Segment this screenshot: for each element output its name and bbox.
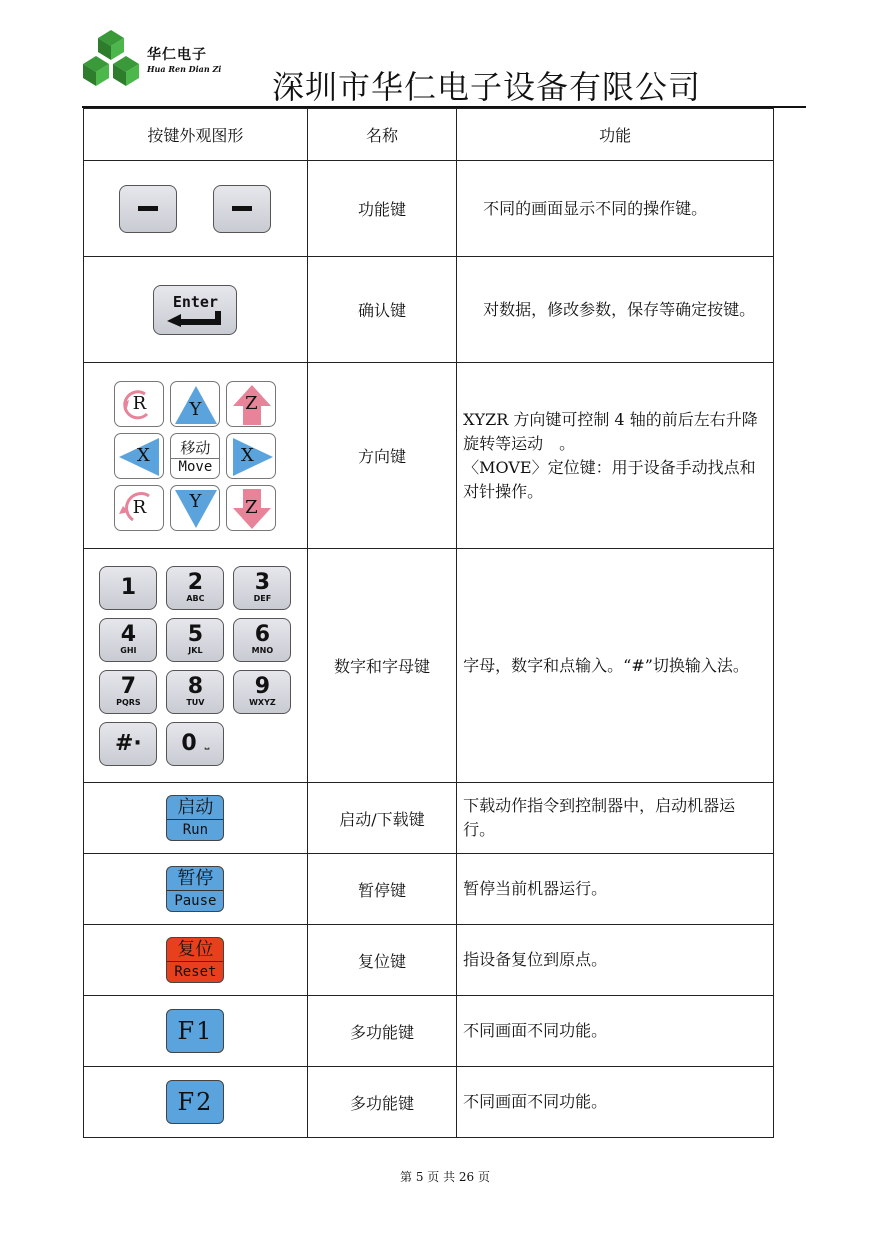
key-letters: WXYZ (249, 698, 276, 707)
num-key-4[interactable] (99, 618, 157, 662)
num-key-3[interactable] (233, 566, 291, 610)
key-digit: 2 (187, 570, 204, 595)
key-bottom-label: Pause (174, 892, 217, 909)
row-function (457, 363, 774, 549)
logo-english-text: Hua Ren Dian Zi (147, 64, 222, 74)
key-label: Y (189, 491, 202, 512)
logo-chinese-text: 华仁电子 (147, 47, 207, 63)
rotate-key-ccw[interactable] (114, 381, 164, 427)
table-row (84, 257, 774, 363)
num-key-7[interactable] (99, 670, 157, 714)
key-label: R (132, 497, 147, 518)
dash-icon (138, 206, 158, 211)
key-digit: 0 (181, 730, 197, 756)
key-letters: DEF (253, 594, 272, 603)
key-top-label: 暂停 (167, 868, 223, 891)
row-function: 不同画面不同功能。 (457, 1067, 774, 1138)
move-key[interactable] (170, 433, 220, 479)
key-label: Z (245, 393, 258, 414)
row-name: 数字和字母键 (307, 549, 456, 783)
row-function-line1: XYZR 方向键可控制 4 轴的前后左右升降旋转等运动 。 (463, 409, 758, 453)
function-key-left[interactable] (119, 185, 177, 233)
key-letters: MNO (251, 646, 274, 655)
num-key-2[interactable] (166, 566, 224, 610)
num-key-1[interactable] (99, 566, 157, 610)
row-function: 指设备复位到原点。 (457, 925, 774, 996)
key-label: R (132, 393, 147, 414)
key-label: Y (189, 399, 202, 420)
table-row (84, 1067, 774, 1138)
row-function: 字母，数字和点输入。“#”切换输入法。 (457, 549, 774, 783)
row-name: 复位键 (307, 925, 456, 996)
enter-key[interactable] (153, 285, 237, 335)
key-top-label: 启动 (167, 797, 223, 820)
table-row (84, 549, 774, 783)
y-up-key[interactable] (170, 381, 220, 427)
row-function: 不同的画面显示不同的操作键。 (457, 161, 774, 257)
row-function: 暂停当前机器运行。 (457, 854, 774, 925)
col-header-appearance: 按键外观图形 (84, 109, 308, 161)
key-letters: JKL (188, 646, 203, 655)
function-key-right[interactable] (213, 185, 271, 233)
dash-icon (232, 206, 252, 211)
col-header-function: 功能 (457, 109, 774, 161)
enter-arrow-icon (167, 311, 223, 327)
row-name: 确认键 (307, 257, 456, 363)
key-digit: #· (115, 730, 142, 756)
space-icon: ⎵ (204, 736, 210, 750)
key-digit: 5 (187, 622, 204, 647)
row-function: 不同画面不同功能。 (457, 996, 774, 1067)
pause-key[interactable] (166, 866, 224, 912)
col-header-name: 名称 (307, 109, 456, 161)
key-digit: 8 (187, 674, 204, 699)
key-digit: 1 (120, 574, 137, 600)
key-label: X (136, 445, 150, 466)
key-bottom-label: Reset (174, 963, 217, 980)
row-name: 多功能键 (307, 996, 456, 1067)
key-digit: 7 (120, 674, 137, 699)
table-row (84, 783, 774, 854)
key-letters: GHI (120, 646, 137, 655)
row-function: 下载动作指令到控制器中，启动机器运行。 (457, 783, 774, 854)
y-down-key[interactable] (170, 485, 220, 531)
table-header-row (84, 109, 774, 161)
table-row (84, 996, 774, 1067)
row-name: 暂停键 (307, 854, 456, 925)
key-bottom-label: Run (182, 821, 209, 838)
f1-key[interactable]: F1 (166, 1009, 224, 1053)
table-row (84, 363, 774, 549)
table-row (84, 854, 774, 925)
row-function-line2: 〈MOVE〉定位键：用于设备手动找点和对针操作。 (463, 457, 756, 501)
key-digit: 3 (254, 570, 271, 595)
key-digit: 4 (120, 622, 137, 647)
key-label: X (240, 445, 254, 466)
key-letters: TUV (186, 698, 205, 707)
table-row (84, 925, 774, 996)
direction-keypad (114, 381, 276, 531)
rotate-key-cw[interactable] (114, 485, 164, 531)
enter-key-label: Enter (172, 292, 218, 311)
key-top-label: 复位 (167, 939, 223, 962)
table-row (84, 161, 774, 257)
key-table (83, 108, 774, 1138)
key-digit: 9 (254, 674, 271, 699)
row-name: 多功能键 (307, 1067, 456, 1138)
row-name: 启动/下载键 (307, 783, 456, 854)
move-key-bottom-label: Move (178, 458, 213, 475)
f2-key[interactable]: F2 (166, 1080, 224, 1124)
num-key-9[interactable] (233, 670, 291, 714)
move-key-top-label: 移动 (171, 437, 219, 459)
run-key[interactable] (166, 795, 224, 841)
key-letters: PQRS (116, 698, 141, 707)
x-left-key[interactable] (114, 433, 164, 479)
key-label: Z (245, 497, 258, 518)
page-header (0, 0, 890, 110)
key-letters: ABC (186, 594, 205, 603)
row-name: 功能键 (307, 161, 456, 257)
reset-key[interactable] (166, 937, 224, 983)
row-name: 方向键 (307, 363, 456, 549)
company-name: 深圳市华仁电子设备有限公司 (272, 68, 702, 106)
company-logo-icon (80, 28, 142, 88)
z-down-key[interactable] (226, 485, 276, 531)
z-up-key[interactable] (226, 381, 276, 427)
num-key-5[interactable] (166, 618, 224, 662)
key-digit: 6 (254, 622, 271, 647)
numeric-keypad (99, 566, 291, 766)
x-right-key[interactable] (226, 433, 276, 479)
row-function: 对数据，修改参数，保存等确定按键。 (457, 257, 774, 363)
num-key-8[interactable] (166, 670, 224, 714)
page-footer: 第 5 页 共 26 页 (400, 1170, 490, 1184)
hash-dot-key[interactable] (99, 722, 157, 766)
num-key-0[interactable] (166, 722, 224, 766)
num-key-6[interactable] (233, 618, 291, 662)
